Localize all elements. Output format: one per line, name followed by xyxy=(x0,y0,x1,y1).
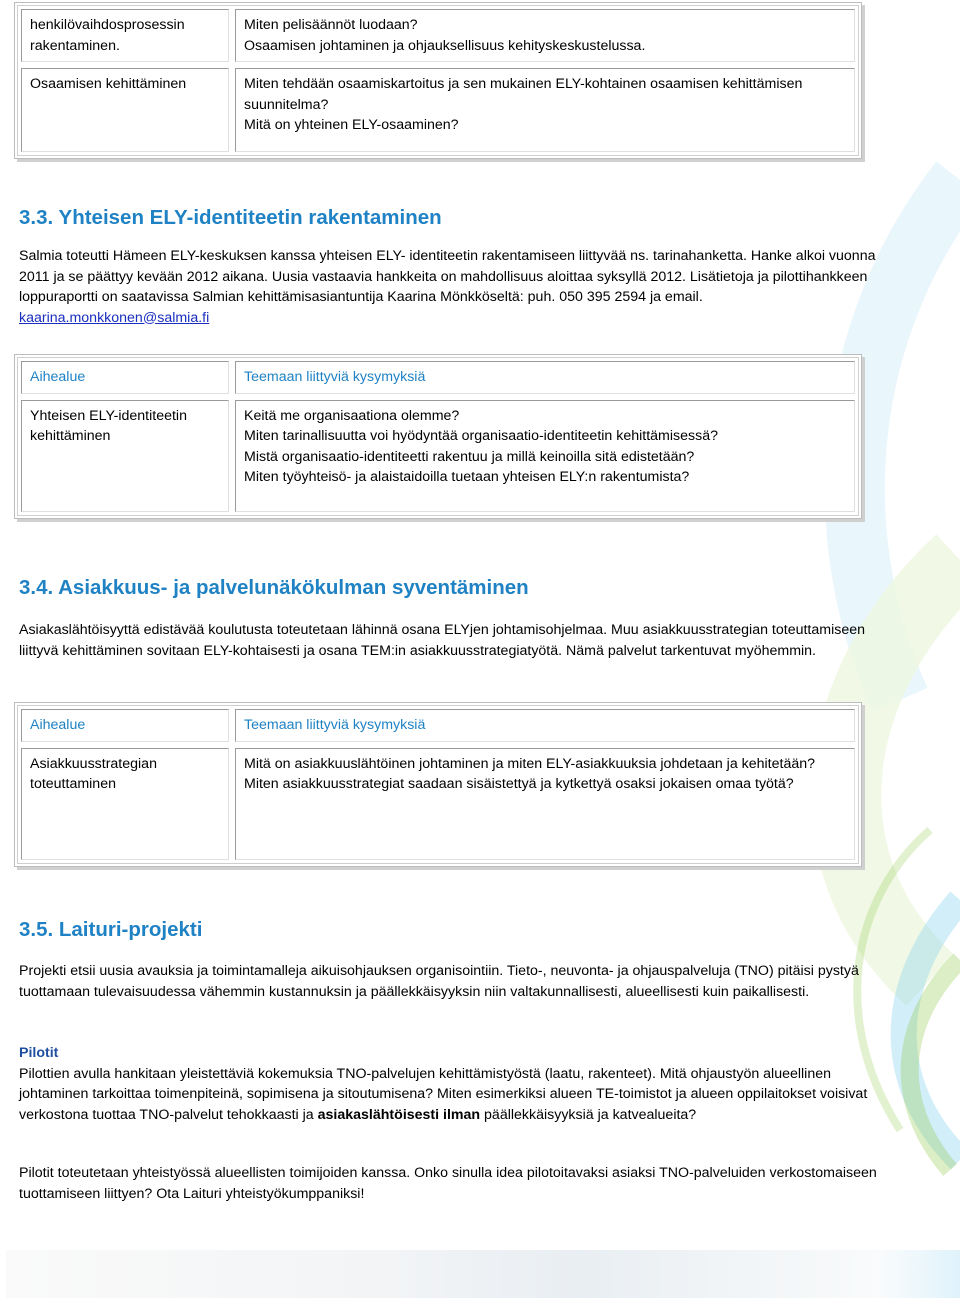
question-text: Mistä organisaatio-identiteetti rakentuu ja millä keinoilla sitä edistetään? xyxy=(244,448,695,465)
area-cell: Yhteisen ELY-identiteetin kehittäminen xyxy=(21,400,229,512)
table-row xyxy=(21,9,855,62)
header-area: Aihealue xyxy=(21,361,229,394)
question-text: Mitä on asiakkuuslähtöinen johtaminen ja miten ELY-asiakkuuksia johdetaan ja kehitetään? xyxy=(244,755,816,772)
table-header-row xyxy=(21,709,855,742)
section-heading-3-4: 3.4. Asiakkuus- ja palvelunäkökulman syventäminen xyxy=(19,576,529,599)
section-3-5-paragraph-1: Projekti etsii uusia avauksia ja toimintamalleja aikuisohjauksen organisointiin. Tieto-, neuvonta- ja ohjauspalveluja (TNO) pitäisi pystyä tuottamaan tulevaisuudessa vähemmin kustannuksin ja päällekkäisyyksin niin valtakunnallisesti, alueellisesti kuin paikallisesti. xyxy=(19,963,859,1000)
header-questions: Teemaan liittyviä kysymyksiä xyxy=(235,709,855,742)
table xyxy=(15,3,861,158)
table-header-row xyxy=(21,361,855,394)
table-row xyxy=(21,748,855,860)
table-row xyxy=(21,68,855,152)
pilotit-paragraph: Pilottien avulla hankitaan yleistettäviä kokemuksia TNO-palvelujen kehittämistyöstä (laatu, rakenteet). Mitä ohjaustyön alueellinen johtaminen tarkoittaa toimenpiteinä, sopimisena ja sitoutumisena? Miten esimerkiksi alueen TE-toimistot ja alueen oppilaitokset voisivat verkostona tuottaa TNO-palvelut tehokkaasti ja asiakaslähtöisesti ilman päällekkäisyyksiä ja katvealueita? xyxy=(19,1065,868,1123)
questions-cell xyxy=(235,748,855,860)
header-questions: Teemaan liittyviä kysymyksiä xyxy=(235,361,855,394)
question-text: Miten pelisäännöt luodaan? xyxy=(244,17,418,33)
table xyxy=(15,355,861,518)
section-3-5-paragraph-3: Pilotit toteutetaan yhteistyössä alueellisten toimijoiden kanssa. Onko sinulla idea pilotoitavaksi asiaksi TNO-palveluiden verkostomaiseen tuottamiseen liittyen? Ota Laituri yhteistyökumppaniksi! xyxy=(19,1165,877,1202)
questions-cell xyxy=(235,68,855,152)
table xyxy=(15,703,861,866)
footer-band xyxy=(6,1250,960,1298)
questions-cell xyxy=(235,9,855,62)
area-cell: henkilövaihdosprosessin rakentaminen. xyxy=(21,9,229,62)
pilotit-block xyxy=(19,1043,879,1125)
section-3-3-paragraph: Salmia toteutti Hämeen ELY-keskuksen kanssa yhteisen ELY- identiteetin rakentamiseen liittyvää ns. tarinahanketta. Hanke alkoi vuonna 2011 ja se päättyy kevään 2012 aikana. Uusia vastaavia hankkeita on mahdollisuus aloittaa syksyllä 2012. Lisätietoja ja pilottihankkeen loppuraportti on saatavissa Salmian kehittämisasiantuntija Kaarina Mönkköseltä: puh. 050 395 2594 ja email. kaarina.monkkonen@salmia.fi xyxy=(19,248,876,326)
section-heading-3-3: 3.3. Yhteisen ELY-identiteetin rakentaminen xyxy=(19,206,442,229)
question-text: Osaamisen johtaminen ja ohjauksellisuus kehityskeskustelussa. xyxy=(244,37,646,54)
question-text: Mitä on yhteinen ELY-osaaminen? xyxy=(244,117,459,133)
section-3-4-paragraph: Asiakaslähtöisyyttä edistävää koulutusta toteutetaan lähinnä osana ELYjen johtamisohjelmaa. Muu asiakkuusstrategian toteuttamiseen liittyvä kehittäminen sovitaan ELY-kohtaisesti ja osana TEM:in asiakkuusstrategiatyötä. Nämä palvelut tarkentuvat myöhemmin. xyxy=(19,622,865,659)
header-area: Aihealue xyxy=(21,709,229,742)
question-text: Miten työyhteisö- ja alaistaidoilla tuetaan yhteisen ELY:n rakentumista? xyxy=(244,469,690,485)
question-table-3-4 xyxy=(14,702,862,867)
question-text: Miten tehdään osaamiskartoitus ja sen mukainen ELY-kohtainen osaamisen kehittämisen suunnitelma? xyxy=(244,76,803,113)
question-text: Keitä me organisaationa olemme? xyxy=(244,407,460,424)
section-heading-3-5: 3.5. Laituri-projekti xyxy=(19,918,203,941)
table-row xyxy=(21,400,855,512)
pilotit-heading: Pilotit xyxy=(19,1045,59,1061)
area-cell: Osaamisen kehittäminen xyxy=(21,68,229,152)
questions-cell xyxy=(235,400,855,512)
question-text: Miten tarinallisuutta voi hyödyntää organisaatio-identiteetin kehittämisessä? xyxy=(244,428,718,444)
question-table-continued xyxy=(14,2,862,159)
area-cell: Asiakkuusstrategian toteuttaminen xyxy=(21,748,229,860)
question-table-3-3 xyxy=(14,354,862,519)
question-text: Miten asiakkuusstrategiat saadaan sisäistettyä ja kytkettyä osaksi jokaisen omaa työtä? xyxy=(244,776,794,792)
email-link[interactable]: kaarina.monkkonen@salmia.fi xyxy=(19,309,210,326)
